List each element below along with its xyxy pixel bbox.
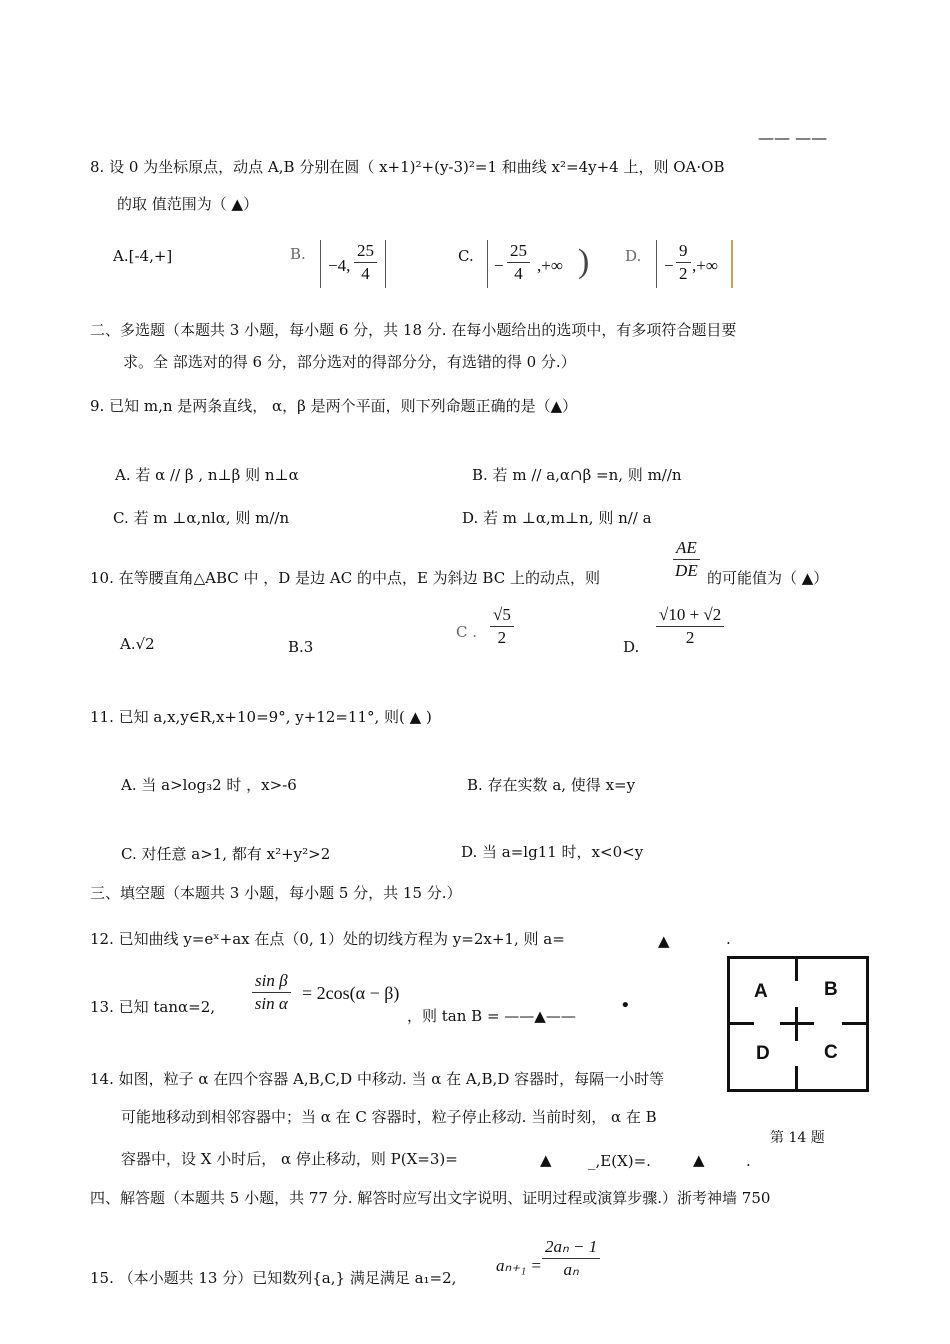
- figure-wall-bottom: [795, 1066, 798, 1089]
- q15-lhs: aₙ₊₁ =: [496, 1256, 542, 1275]
- q10-option-d-num: √10 + √2: [656, 604, 724, 627]
- q8-option-b-den: 4: [361, 264, 370, 283]
- figure-wall-left: [730, 1022, 754, 1025]
- q8-option-c-num: 25: [507, 240, 530, 263]
- q9-option-d: D. 若 m ⊥α,m⊥n, 则 n// a: [462, 509, 652, 527]
- q15-fraction: [542, 1236, 600, 1281]
- q11-option-b: B. 存在实数 a, 使得 x=y: [467, 776, 636, 794]
- q10-option-c-den: 2: [497, 628, 507, 647]
- q8-option-b-left: −4,: [328, 256, 351, 275]
- q15-fraction-num: 2aₙ − 1: [542, 1236, 600, 1259]
- figure-caption: 第 14 题: [770, 1130, 825, 1146]
- section4-heading: 四、解答题（本题共 5 小题，共 77 分. 解答时应写出文字说明、证明过程或演算步骤.）浙考神墙 750: [90, 1189, 771, 1207]
- q10-stem-pre: 10. 在等腰直角△ABC 中 ，D 是边 AC 的中点，E 为斜边 BC 上的动点，则: [90, 569, 600, 587]
- q10-fraction-num: AE: [673, 537, 700, 560]
- q10-option-d-fraction: [656, 604, 724, 649]
- q15-pre: 15. （本小题共 13 分）已知数列{a,} 满足满足 a₁=2,: [90, 1269, 457, 1287]
- q8-option-b-num: 25: [354, 240, 377, 263]
- figure-label-a: A: [754, 981, 768, 1002]
- q8-option-b-fraction: [354, 240, 377, 285]
- q10-fraction-den: DE: [675, 561, 698, 580]
- q13-pre: 13. 已知 tanα=2,: [90, 998, 216, 1016]
- q8-option-c-label: C.: [458, 247, 474, 265]
- q10-option-c-label: C .: [456, 623, 478, 641]
- q14-line3: 容器中，设 X 小时后， α 停止移动，则 P(X=3)=: [121, 1150, 458, 1168]
- figure-wall-right: [842, 1022, 866, 1025]
- q13-dot: •: [620, 995, 631, 1016]
- q10-option-d-label: D.: [623, 638, 640, 656]
- q8-stem-line1: 8. 设 0 为坐标原点，动点 A,B 分别在圆（ x+1)²+(y-3)²=1 和曲线 x²=4y+4 上，则 OA·OB: [90, 158, 725, 176]
- q9-stem: 9. 已知 m,n 是两条直线， α，β 是两个平面，则下列命题正确的是（▲）: [90, 397, 578, 415]
- q13-fraction-den: sin α: [254, 994, 288, 1013]
- q13-rhs: = 2cos(α − β): [302, 983, 400, 1003]
- q8-option-d-fraction: [676, 240, 691, 285]
- q8-option-c-minus: −: [494, 256, 504, 275]
- q10-stem-post: 的可能值为（ ▲）: [707, 569, 829, 587]
- q14-blank-ex: ▲: [693, 1151, 705, 1169]
- q8-option-c-right: ,+∞: [537, 256, 563, 275]
- q8-stem-line2: 的取 值范围为（ ▲）: [117, 195, 259, 213]
- q10-option-c-num: √5: [490, 604, 514, 627]
- q12-answer-blank: ▲: [658, 932, 670, 950]
- q10-option-a: A.√2: [120, 635, 155, 653]
- q8-option-c-fraction: [507, 240, 530, 285]
- q13-fraction: [252, 970, 291, 1015]
- section2-heading-line2: 求。全 部选对的得 6 分，部分选对的得部分分，有选错的得 0 分.）: [123, 353, 576, 371]
- q12-text: 12. 已知曲线 y=eˣ+ax 在点（0, 1）处的切线方程为 y=2x+1, 则 a=: [90, 930, 565, 948]
- section3-heading: 三、填空题（本题共 3 小题，每小题 5 分，共 15 分.）: [90, 884, 462, 902]
- q10-option-d-den: 2: [685, 628, 695, 647]
- q13-fraction-num: sin β: [252, 970, 291, 993]
- q10-option-c-fraction: [490, 604, 514, 649]
- q8-option-c-paren: ): [578, 243, 590, 280]
- q8-option-d-minus: −: [664, 256, 674, 275]
- q14-line1: 14. 如图，粒子 α 在四个容器 A,B,C,D 中移动. 当 α 在 A,B,D 容器时，每隔一小时等: [90, 1070, 665, 1088]
- q14-container-figure: [727, 956, 869, 1092]
- figure-label-b: B: [824, 979, 838, 1000]
- q9-option-a: A. 若 α // β , n⊥β 则 n⊥α: [115, 466, 299, 484]
- section2-heading-line1: 二、多选题（本题共 3 小题，每小题 6 分，共 18 分. 在每小题给出的选项中，有多项符合题目要: [90, 321, 737, 339]
- q14-blank-px3: ▲: [540, 1151, 552, 1169]
- figure-wall-top: [795, 959, 798, 981]
- q11-option-d: D. 当 a=lg11 时，x<0<y: [461, 843, 644, 861]
- q14-end: .: [746, 1152, 751, 1170]
- q13-post: ，则 tan B = ——▲——: [407, 1007, 576, 1025]
- q8-option-a: A.[-4,+]: [113, 247, 173, 265]
- figure-label-d: D: [756, 1043, 770, 1064]
- q8-option-b-label: B.: [290, 245, 306, 263]
- q12-end: .: [726, 930, 731, 948]
- q8-option-d-num: 9: [676, 240, 691, 263]
- q8-option-d-label: D.: [625, 247, 642, 265]
- q10-fraction-ae-de: [673, 537, 700, 582]
- q8-option-d-right: ,+∞: [692, 256, 718, 275]
- q14-mid: _,E(X)=.: [588, 1152, 651, 1170]
- figure-cross-v: [795, 1007, 798, 1041]
- figure-label-c: C: [824, 1042, 838, 1063]
- q10-option-b: B.3: [288, 638, 314, 656]
- q15-fraction-den: aₙ: [563, 1260, 579, 1279]
- top-marks: —— ——: [758, 128, 828, 147]
- q9-option-b: B. 若 m // a,α∩β =n, 则 m//n: [472, 466, 682, 484]
- q11-option-c: C. 对任意 a>1, 都有 x²+y²>2: [121, 845, 331, 863]
- q8-option-c-den: 4: [514, 264, 523, 283]
- q11-stem: 11. 已知 a,x,y∈R,x+10=9°, y+12=11°, 则( ▲ ): [90, 708, 432, 726]
- q14-line2: 可能地移动到相邻容器中；当 α 在 C 容器时，粒子停止移动. 当前时刻， α 在 B: [121, 1108, 657, 1126]
- q9-option-c: C. 若 m ⊥α,nlα, 则 m//n: [113, 509, 290, 527]
- q11-option-a: A. 当 a>log₃2 时 ，x>-6: [121, 776, 297, 794]
- q8-option-d-den: 2: [679, 264, 688, 283]
